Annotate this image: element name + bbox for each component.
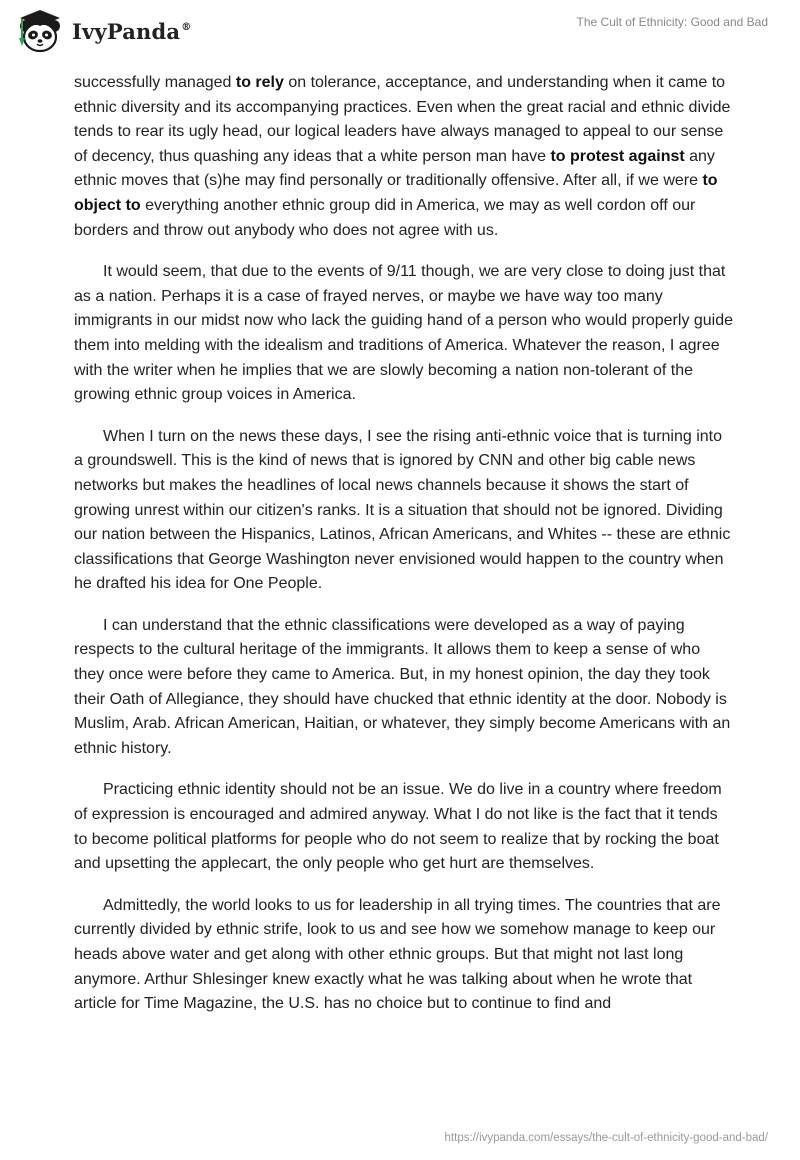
text-run: any ethnic moves that (s)he may find personally or traditionally offensive. After all, if we were (74, 147, 715, 190)
text-run: everything another ethnic group did in America, we may as well cordon off our borders and throw out anybody who does not agree with us. (74, 196, 696, 239)
text-run: Practicing ethnic identity should not be an issue. We do live in a country where freedom of expression is encouraged and admired anyway. What I do not like is the fact that it tends to become political platforms for people who do not seem to realize that by rocking the boat and upsetting the applecart, the only people who get hurt are themselves. (74, 781, 722, 873)
text-run: I can understand that the ethnic classifications were developed as a way of paying respects to the cultural heritage of the immigrants. It allows them to keep a sense of who they once were before they came to America. But, in my honest opinion, the day they took their Oath of Allegiance, they should have chucked that ethnic identity at the door. Nobody is Muslim, Arab. African American, Haitian, or whatever, they simply become Americans with an ethnic history. (74, 616, 731, 757)
essay-paragraph (74, 260, 734, 408)
brand-logo[interactable] (14, 8, 191, 54)
brand-name: IvyPanda® (72, 18, 192, 44)
page-header (0, 0, 800, 60)
text-run: on tolerance, acceptance, and understanding when it came to ethnic diversity and its accompanying practices. Even when the great racial and ethnic divide tends to rear its ugly head, our logical leaders have always managed to appeal to our sense of decency, thus quashing any ideas that a white person man have (74, 74, 731, 165)
essay-paragraph (74, 894, 734, 1017)
essay-paragraph (74, 778, 734, 876)
bold-phrase: to object to (74, 172, 718, 214)
essay-paragraph (74, 614, 734, 762)
bold-phrase: to rely (235, 74, 284, 91)
source-url[interactable]: https://ivypanda.com/essays/the-cult-of-ethnicity-good-and-bad/ (444, 1132, 768, 1144)
bold-phrase: to protest against (550, 147, 685, 165)
text-run: When I turn on the news these days, I see the rising anti-ethnic voice that is turning into a groundswell. This is the kind of news that is ignored by CNN and other big cable news networks but makes the headlines of local news channels because it shows the start of growing unrest within our citizen's ranks. It is a situation that should not be ignored. Dividing our nation between the Hispanics, Latinos, African Americans, and Whites -- these are ethnic classifications that George Washington never envisioned would happen to the country when he drafted his idea for One People. (74, 427, 731, 593)
essay-paragraph (74, 425, 734, 597)
registered-mark: ® (181, 21, 192, 33)
text-run: Admittedly, the world looks to us for leadership in all trying times. The countries that are currently divided by ethnic strife, look to us and see how we somehow manage to keep our heads above water and get along with other ethnic groups. But that might not last long anymore. Arthur Shlesinger knew exactly what he was talking about when he wrote that article for Time Magazine, the U.S. has no choice but to continue to find and (74, 896, 721, 1013)
text-run: successfully managed (74, 74, 236, 91)
essay-paragraph (74, 71, 734, 243)
essay-body (74, 71, 734, 1034)
panda-graduation-cap-icon (14, 8, 66, 54)
document-title: The Cult of Ethnicity: Good and Bad (576, 15, 768, 29)
text-run: It would seem, that due to the events of 9/11 though, we are very close to doing just that as a nation. Perhaps it is a case of frayed nerves, or maybe we have way too many immigrants in our midst now who lack the guiding hand of a person who would properly guide them into melding with the idealism and traditions of America. Whatever the reason, I agree with the writer when he implies that we are slowly becoming a nation non-tolerant of the growing ethnic group voices in America. (74, 263, 734, 404)
